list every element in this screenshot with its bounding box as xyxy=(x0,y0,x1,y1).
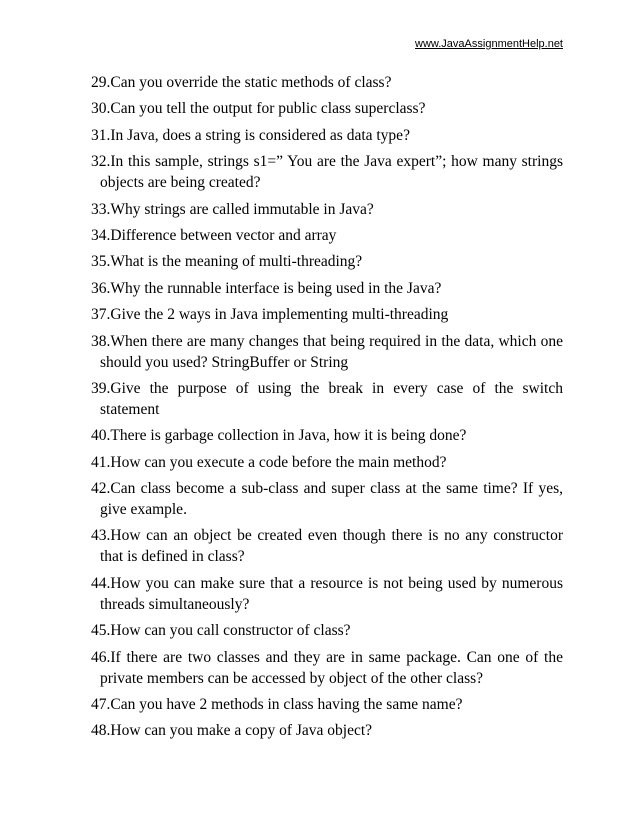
header-site-link[interactable]: www.JavaAssignmentHelp.net xyxy=(415,38,563,50)
question-item: 30.Can you tell the output for public class superclass? xyxy=(91,100,426,118)
question-item: 29.Can you override the static methods of class? xyxy=(91,74,392,91)
question-item: 45.How can you call constructor of class? xyxy=(91,622,351,640)
question-item: 40.There is garbage collection in Java, how it is being done? xyxy=(91,427,467,445)
question-item: 43.How can an object be created even though there is no any constructor that is defined in class? xyxy=(91,527,563,566)
question-item: 44.How you can make sure that a resource is not being used by numerous threads simultaneously? xyxy=(91,574,563,613)
question-item: 41.How can you execute a code before the main method? xyxy=(91,453,447,471)
question-item: 38.When there are many changes that being required in the data, which one should you used? StringBuffer or String xyxy=(91,332,563,371)
question-item: 34.Difference between vector and array xyxy=(91,226,337,244)
question-item: 48.How can you make a copy of Java object? xyxy=(91,722,373,740)
question-item: 36.Why the runnable interface is being used in the Java? xyxy=(91,279,442,297)
question-item: 46.If there are two classes and they are in same package. Can one of the private members can be accessed by object of the other class? xyxy=(91,648,563,687)
question-item: 42.Can class become a sub-class and super class at the same time? If yes, give example. xyxy=(91,480,563,519)
question-item: 35.What is the meaning of multi-threading? xyxy=(91,253,363,271)
question-item: 47.Can you have 2 methods in class having the same name? xyxy=(91,696,463,714)
question-item: 33.Why strings are called immutable in Java? xyxy=(91,200,374,218)
question-item: 32.In this sample, strings s1=” You are the Java expert”; how many strings objects are being created? xyxy=(91,153,563,192)
question-item: 37.Give the 2 ways in Java implementing multi-threading xyxy=(91,306,449,324)
question-item: 31.In Java, does a string is considered as data type? xyxy=(91,126,410,144)
question-item: 39.Give the purpose of using the break in every case of the switch statement xyxy=(91,379,563,418)
question-list xyxy=(91,72,563,747)
